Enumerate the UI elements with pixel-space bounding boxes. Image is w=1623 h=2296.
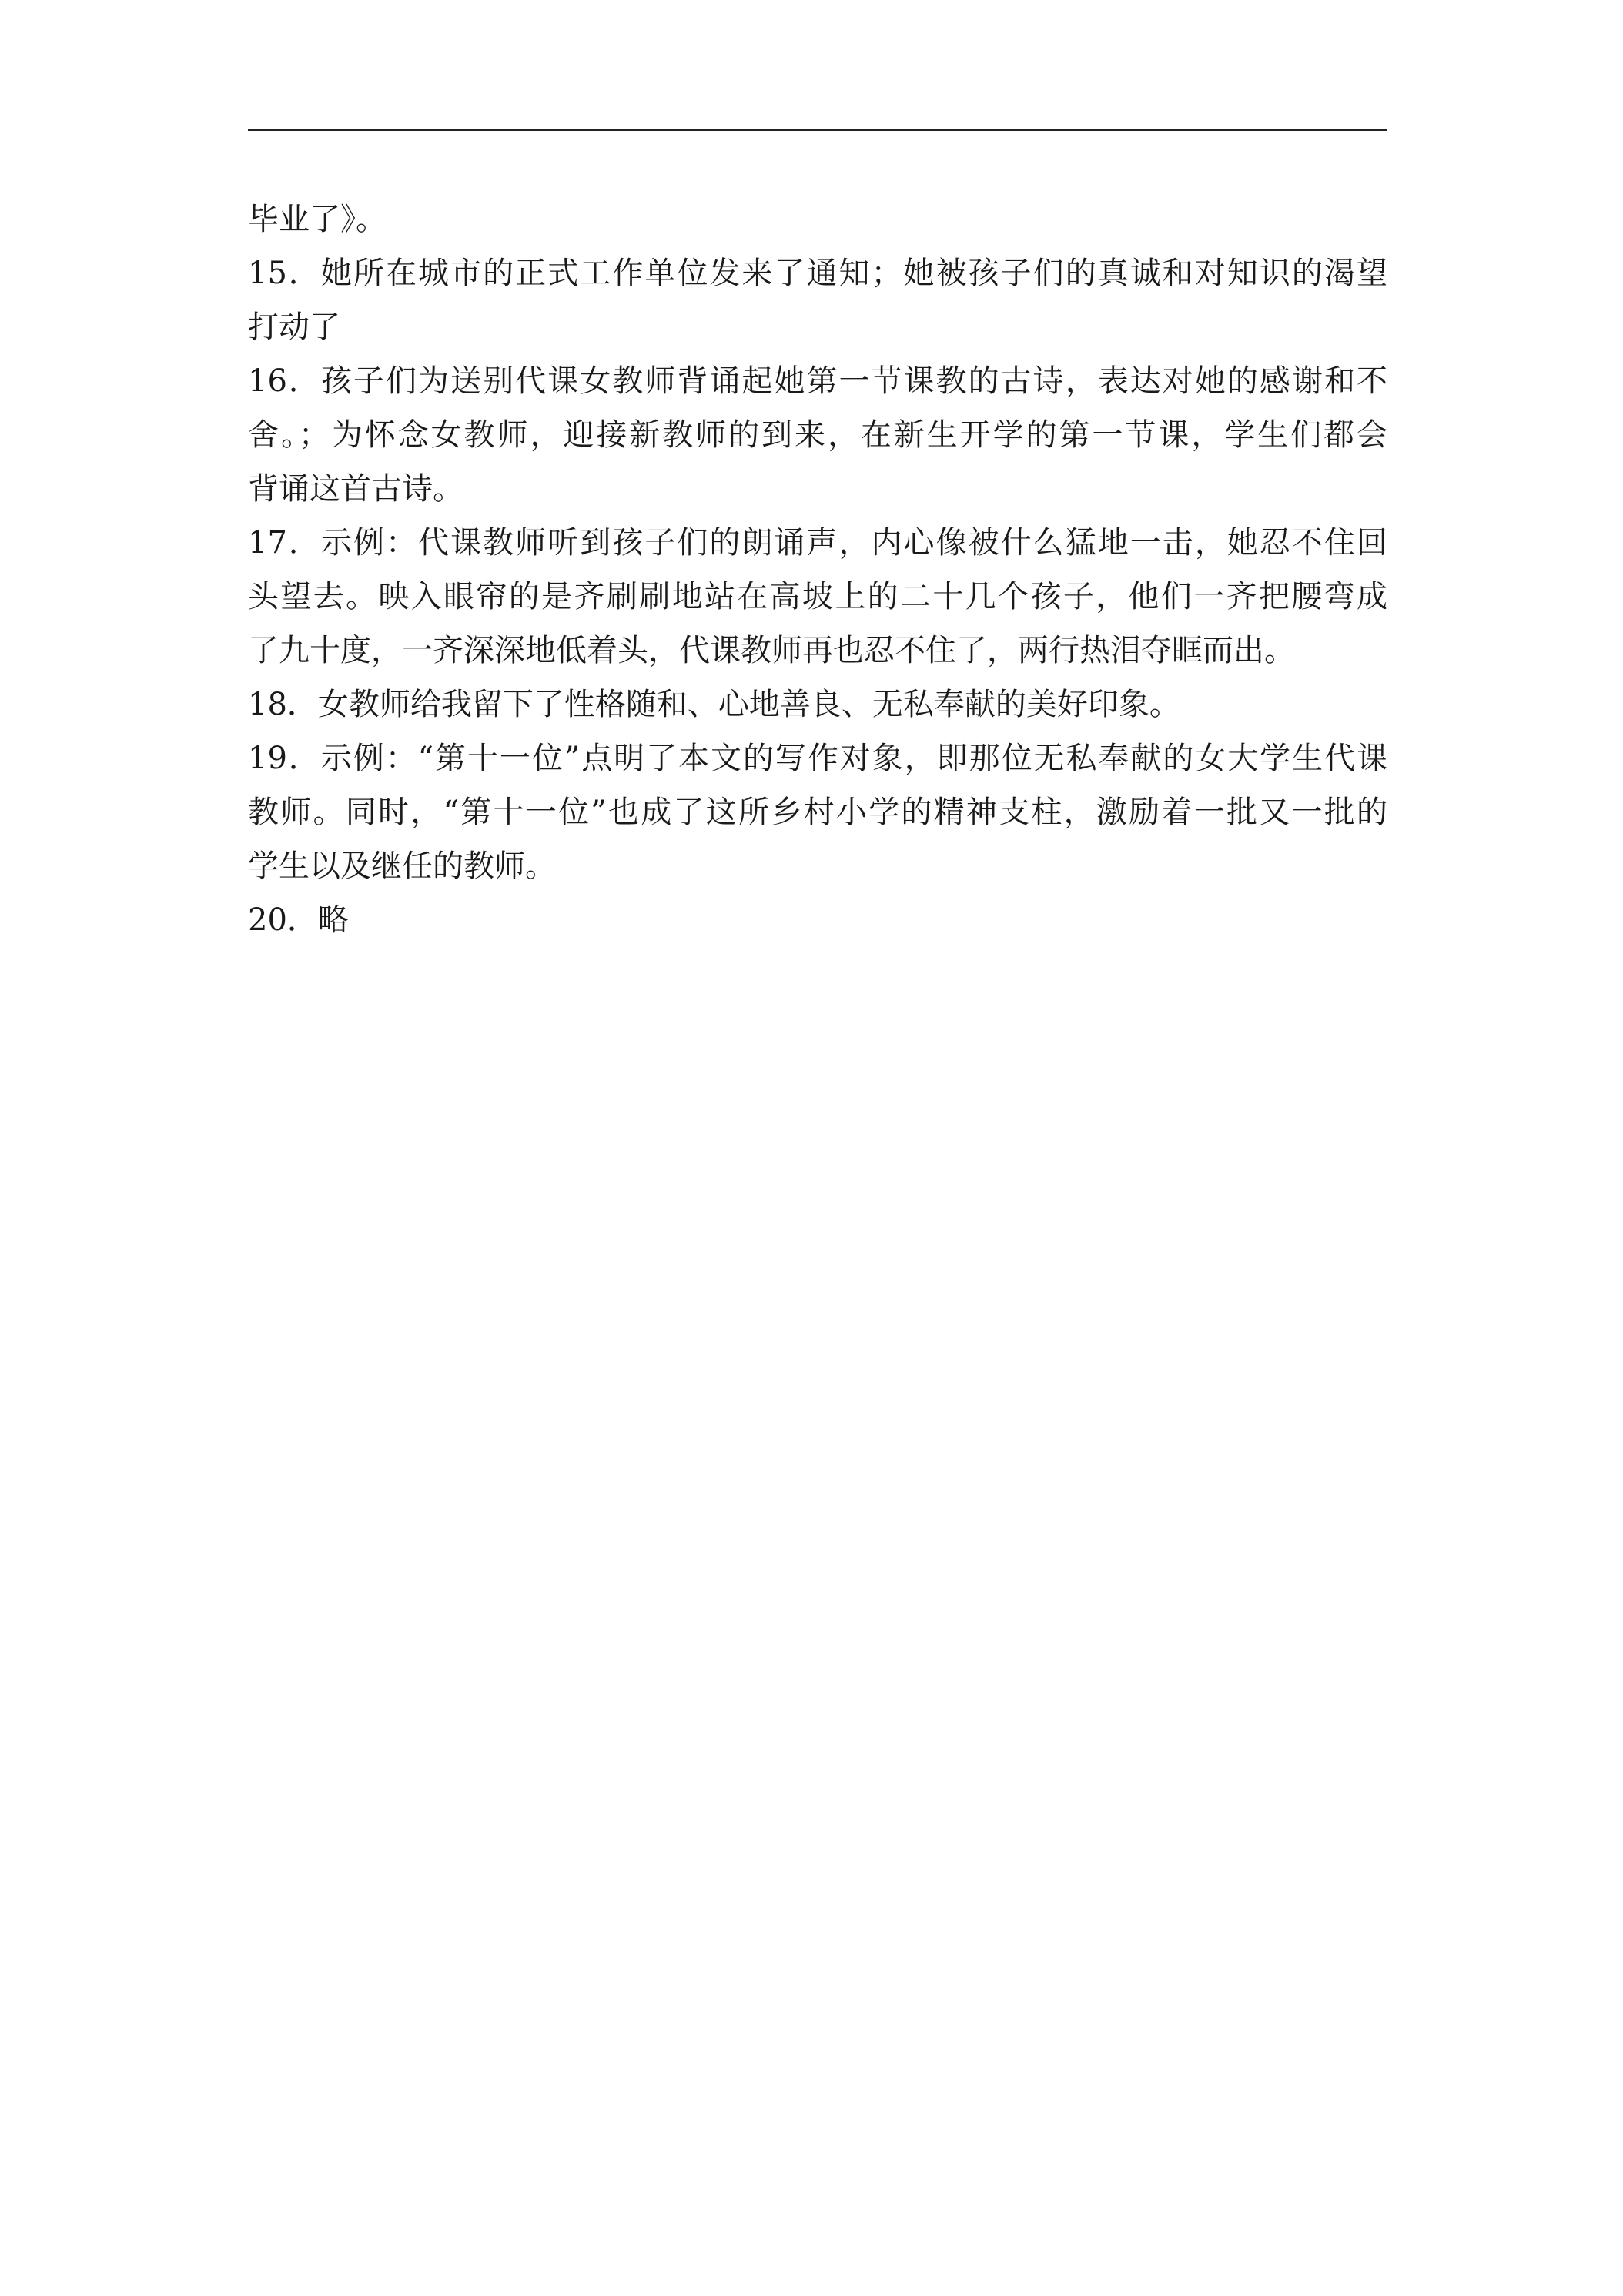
text-line: 15．她所在城市的正式工作单位发来了通知；她被孩子们的真诚和对知识的渴望 xyxy=(248,256,1387,291)
answer-16 xyxy=(248,354,1387,516)
text-line: 18．女教师给我留下了性格随和、心地善良、无私奉献的美好印象。 xyxy=(248,687,1180,722)
answer-20 xyxy=(248,893,1387,947)
text-line: 舍。；为怀念女教师，迎接新教师的到来，在新生开学的第一节课，学生们都会 xyxy=(248,417,1387,453)
answer-17 xyxy=(248,516,1387,678)
text-line: 16．孩子们为送别代课女教师背诵起她第一节课教的古诗，表达对她的感谢和不 xyxy=(248,363,1387,399)
answer-content xyxy=(248,192,1387,947)
answer-15 xyxy=(248,246,1387,354)
text-line: 学生以及继任的教师。 xyxy=(248,848,556,884)
text-line: 19．示例：“第十一位”点明了本文的写作对象，即那位无私奉献的女大学生代课 xyxy=(248,741,1387,776)
text-line: 了九十度，一齐深深地低着头，代课教师再也忍不住了，两行热泪夺眶而出。 xyxy=(248,633,1295,668)
answer-18 xyxy=(248,678,1387,731)
text-line: 背诵这首古诗。 xyxy=(248,471,463,507)
text-line: 教师。同时，“第十一位”也成了这所乡村小学的精神支柱，激励着一批又一批的 xyxy=(248,795,1387,830)
answer-14-continuation xyxy=(248,192,1387,246)
text-line: 头望去。映入眼帘的是齐刷刷地站在高坡上的二十几个孩子，他们一齐把腰弯成 xyxy=(248,579,1387,614)
text-line: 毕业了》。 xyxy=(248,202,387,237)
header-rule xyxy=(248,129,1387,131)
text-line: 17．示例：代课教师听到孩子们的朗诵声，内心像被什么猛地一击，她忍不住回 xyxy=(248,525,1387,561)
text-line: 打动了 xyxy=(248,310,340,345)
answer-19 xyxy=(248,731,1387,893)
text-line: 20．略 xyxy=(248,902,349,938)
